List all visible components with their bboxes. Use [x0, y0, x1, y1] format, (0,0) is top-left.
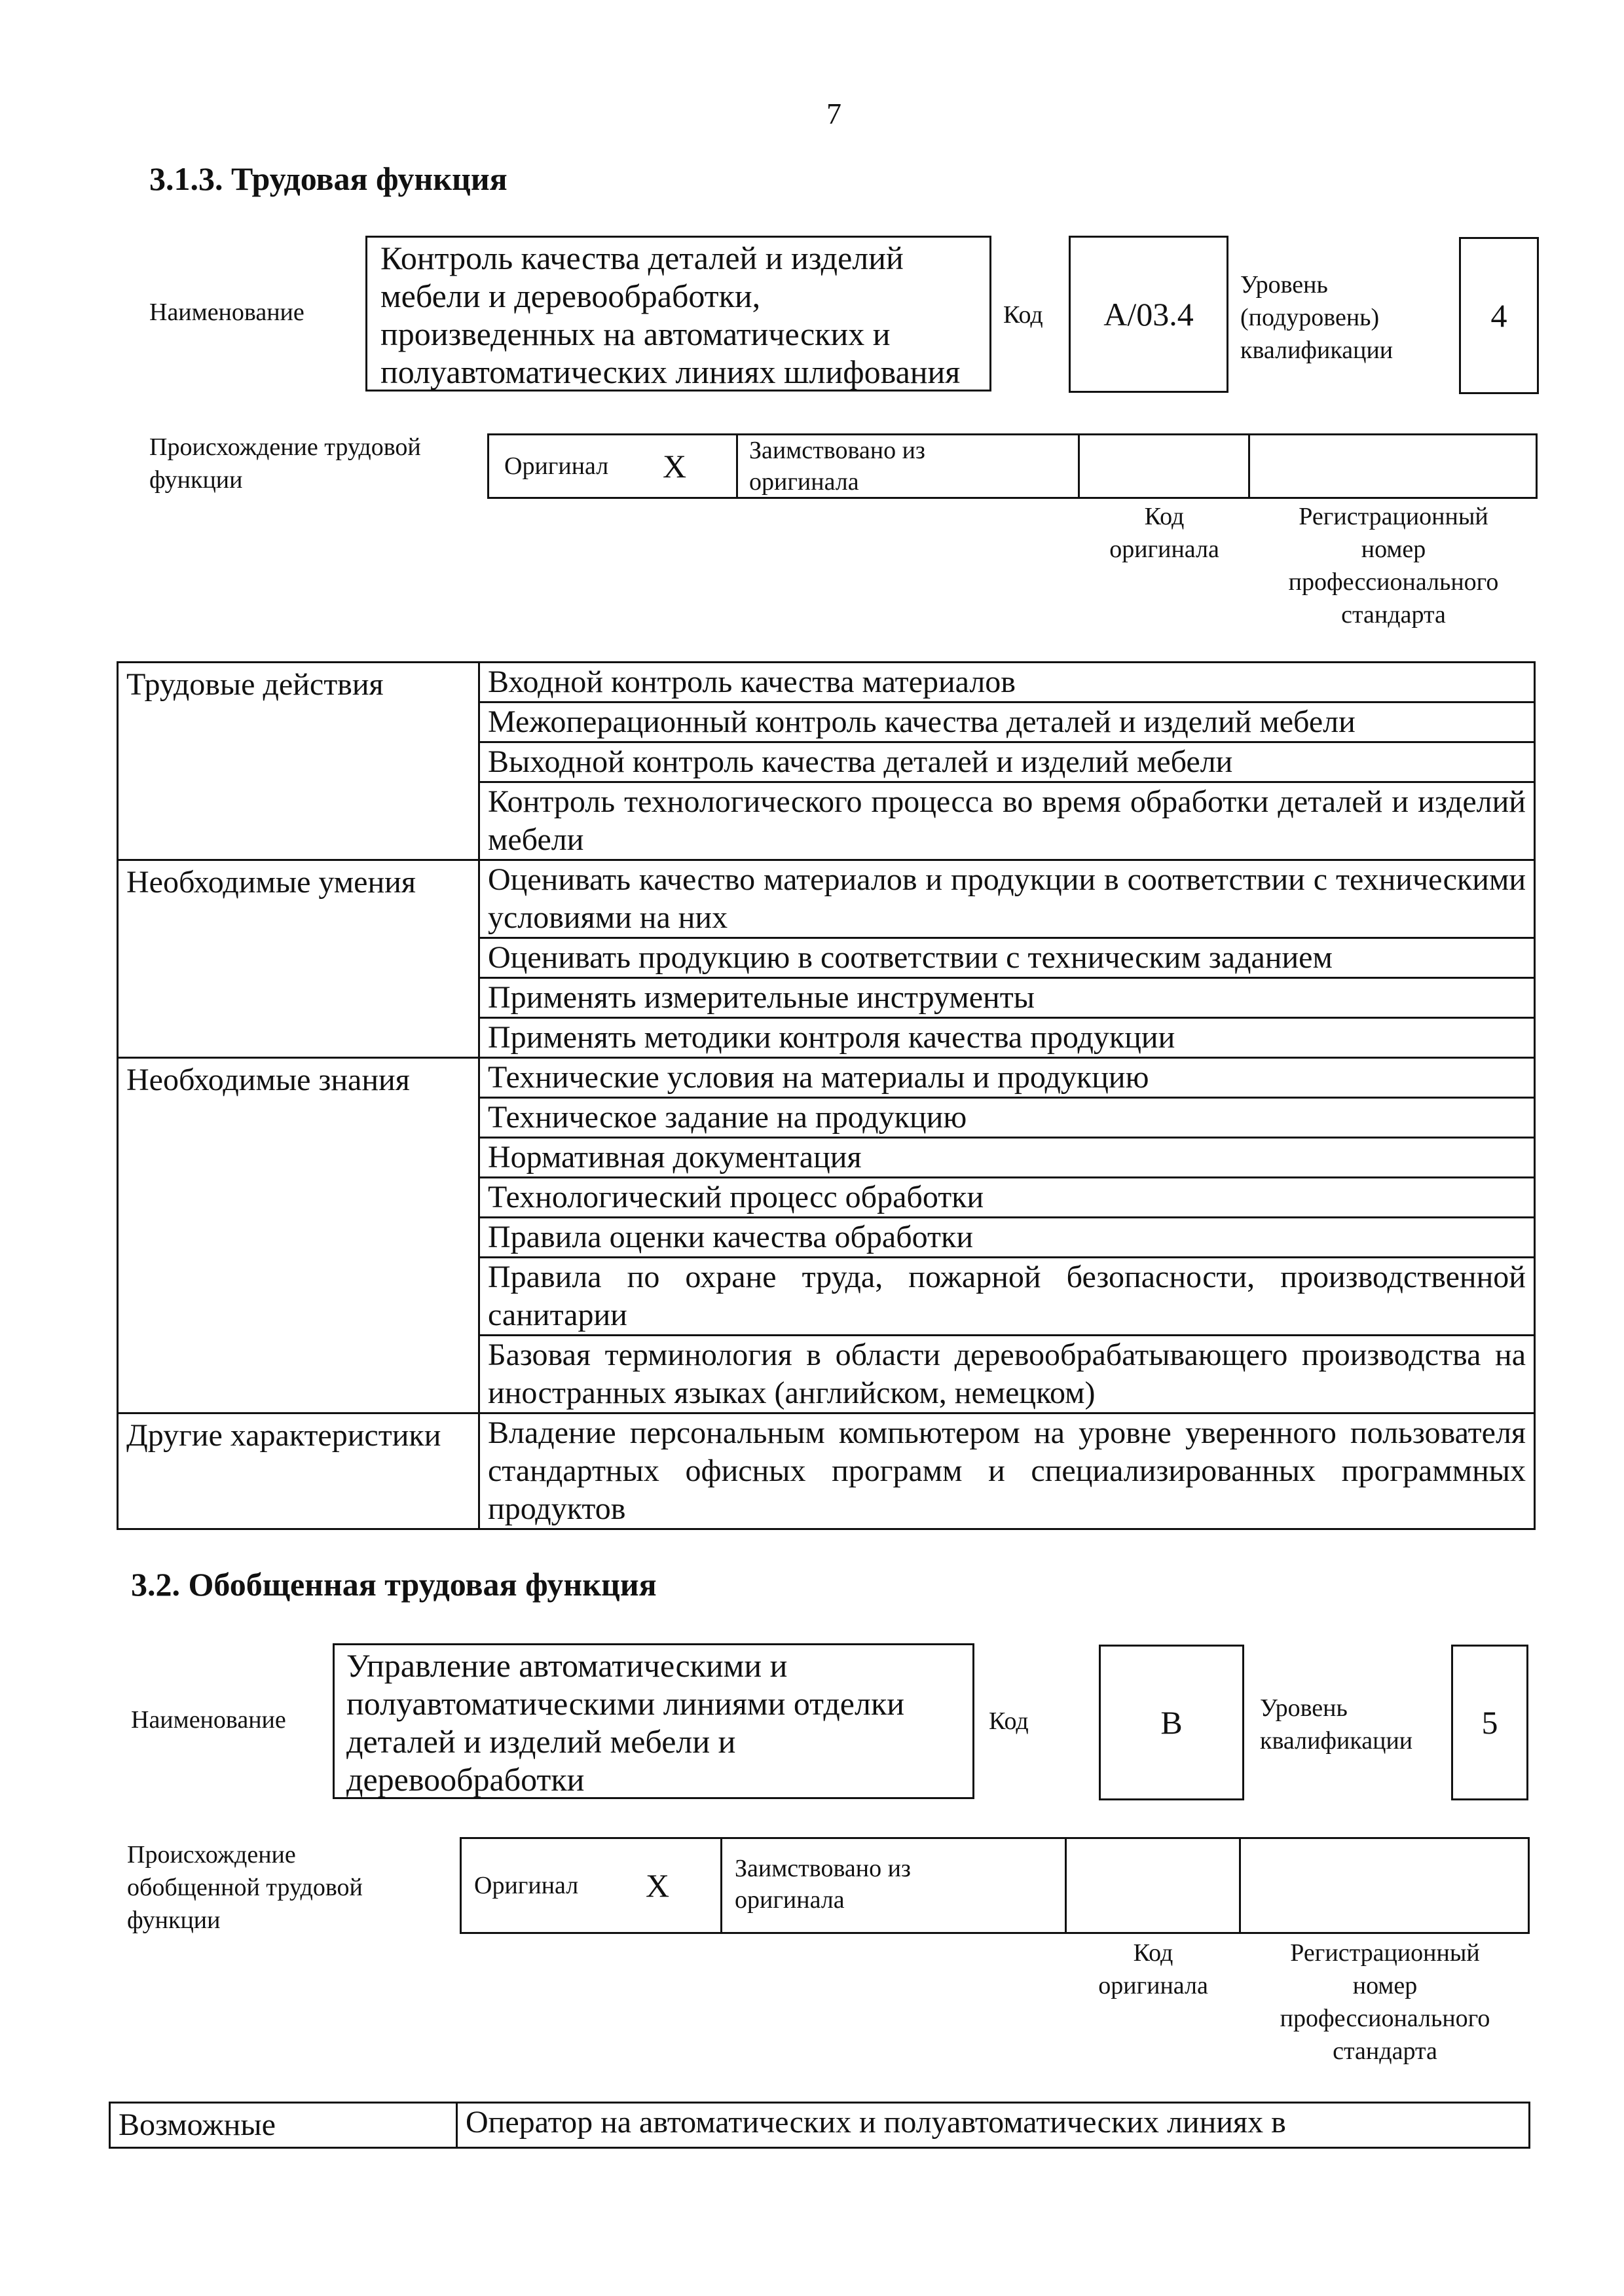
table-cell: Межоперационный контроль качества деталей и изделий мебели [479, 702, 1535, 742]
caption-line: Код [1144, 503, 1185, 530]
original-label: Оригинал [504, 452, 609, 480]
caption-line: Регистрационный [1299, 503, 1488, 530]
group-label: Трудовые действия [118, 663, 479, 860]
divider [736, 433, 738, 499]
reg-number-caption [1240, 1937, 1530, 2068]
caption-line: номер [1352, 1972, 1418, 1999]
section-heading-generalized-function: 3.2. Обобщенная трудовая функция [131, 1566, 657, 1603]
divider [1065, 1837, 1067, 1934]
table-row [118, 1058, 1535, 1098]
table-cell: Входной контроль качества материалов [479, 663, 1535, 702]
origin-label-line: обобщенной трудовой [127, 1874, 363, 1901]
origin-label-line: функции [127, 1906, 221, 1934]
table-cell: Оценивать продукцию в соответствии с техническим заданием [479, 938, 1535, 978]
table-cell: Выходной контроль качества деталей и изделий мебели [479, 742, 1535, 782]
table-row [110, 2103, 1530, 2148]
level-label-line: квалификации [1240, 337, 1393, 364]
level-value-box [1451, 1645, 1528, 1800]
table-cell: Оператор на автоматических и полуавтоматических линиях в [457, 2103, 1530, 2148]
original-mark-cell [663, 433, 686, 499]
level-label [1260, 1692, 1412, 1757]
caption-line: профессионального [1288, 568, 1499, 596]
code-value-box [1069, 236, 1228, 393]
origin-label-line: Происхождение трудовой [149, 433, 421, 461]
level-value: 4 [1490, 297, 1507, 334]
original-label-cell [474, 1837, 578, 1934]
table-cell: Технические условия на материалы и продукцию [479, 1058, 1535, 1098]
table-row [118, 1413, 1535, 1529]
section-heading-labor-function: 3.1.3. Трудовая функция [149, 160, 507, 197]
name-label: Наименование [131, 1706, 286, 1734]
caption-line: номер [1361, 536, 1426, 563]
borrowed-label-line: Заимствовано из [749, 437, 925, 464]
code-value-box [1099, 1645, 1244, 1800]
table-cell: Правила оценки качества обработки [479, 1218, 1535, 1258]
original-mark: X [646, 1867, 670, 1904]
origin-row [460, 1837, 1530, 1934]
divider [1248, 433, 1250, 499]
caption-line: Регистрационный [1290, 1939, 1480, 1967]
generalized-function-table [109, 2102, 1530, 2149]
level-label [1240, 268, 1393, 367]
table-cell: Нормативная документация [479, 1138, 1535, 1178]
origin-label [149, 431, 421, 496]
name-label: Наименование [149, 299, 304, 326]
level-label-line: Уровень [1260, 1694, 1348, 1722]
name-value-line: деталей и изделий мебели и [346, 1723, 736, 1760]
level-value: 5 [1481, 1704, 1498, 1741]
name-value-line: произведенных на автоматических и [380, 316, 891, 352]
table-cell: Применять измерительные инструменты [479, 978, 1535, 1018]
name-value-line: деревообработки [346, 1761, 585, 1798]
borrowed-label [735, 1853, 911, 1916]
caption-line: оригинала [1098, 1972, 1208, 1999]
orig-code-caption [1067, 1937, 1239, 2002]
name-value-line: полуавтоматическими линиями отделки [346, 1685, 905, 1722]
code-label: Код [989, 1707, 1029, 1735]
origin-row [487, 433, 1538, 499]
table-cell: Владение персональным компьютером на уровне уверенного пользователя стандартных офисных программ и специализированных программных продуктов [479, 1413, 1535, 1529]
reg-number-caption [1249, 500, 1538, 631]
original-mark: X [663, 448, 687, 484]
level-label-line: Уровень [1240, 271, 1328, 299]
group-label: Возможные [110, 2103, 457, 2148]
name-value-line: Контроль качества деталей и изделий [380, 240, 904, 276]
code-value: В [1160, 1704, 1183, 1741]
caption-line: Код [1133, 1939, 1173, 1967]
borrowed-label [749, 435, 925, 498]
code-label: Код [1003, 301, 1043, 329]
code-value: А/03.4 [1103, 296, 1194, 333]
level-label-line: (подуровень) [1240, 304, 1380, 331]
table-cell: Техническое задание на продукцию [479, 1098, 1535, 1138]
name-value-box [365, 236, 991, 392]
page-number: 7 [826, 97, 841, 130]
group-label: Необходимые знания [118, 1058, 479, 1413]
origin-label-line: Происхождение [127, 1841, 296, 1868]
table-cell: Контроль технологического процесса во время обработки деталей и изделий мебели [479, 782, 1535, 860]
table-cell: Оценивать качество материалов и продукции в соответствии с техническими условиями на них [479, 860, 1535, 938]
original-mark-cell [646, 1837, 669, 1934]
level-value-box [1459, 237, 1539, 394]
borrowed-label-line: оригинала [735, 1886, 845, 1914]
caption-line: стандарта [1341, 601, 1446, 629]
divider [1239, 1837, 1241, 1934]
table-cell: Базовая терминология в области деревообрабатывающего производства на иностранных языках (английском, немецком) [479, 1336, 1535, 1413]
group-label: Необходимые умения [118, 860, 479, 1058]
table-cell: Применять методики контроля качества продукции [479, 1018, 1535, 1058]
caption-line: оригинала [1109, 536, 1219, 563]
borrowed-label-line: оригинала [749, 468, 859, 496]
origin-label-line: функции [149, 466, 243, 494]
borrowed-label-line: Заимствовано из [735, 1855, 911, 1882]
table-row [118, 860, 1535, 938]
original-label-cell [504, 433, 608, 499]
group-label: Другие характеристики [118, 1413, 479, 1529]
table-row [118, 663, 1535, 702]
divider [1078, 433, 1080, 499]
divider [720, 1837, 722, 1934]
caption-line: профессионального [1280, 2005, 1490, 2032]
labor-function-table [117, 661, 1536, 1530]
orig-code-caption [1080, 500, 1248, 566]
original-label: Оригинал [474, 1872, 579, 1899]
level-label-line: квалификации [1260, 1727, 1413, 1755]
caption-line: стандарта [1333, 2037, 1437, 2065]
table-cell: Технологический процесс обработки [479, 1178, 1535, 1218]
name-value-box [333, 1643, 974, 1799]
name-value-line: мебели и деревообработки, [380, 278, 761, 314]
origin-label [127, 1838, 363, 1937]
name-value-line: Управление автоматическими и [346, 1647, 788, 1684]
name-value-line: полуавтоматических линиях шлифования [380, 354, 961, 390]
table-cell: Правила по охране труда, пожарной безопасности, производственной санитарии [479, 1258, 1535, 1336]
